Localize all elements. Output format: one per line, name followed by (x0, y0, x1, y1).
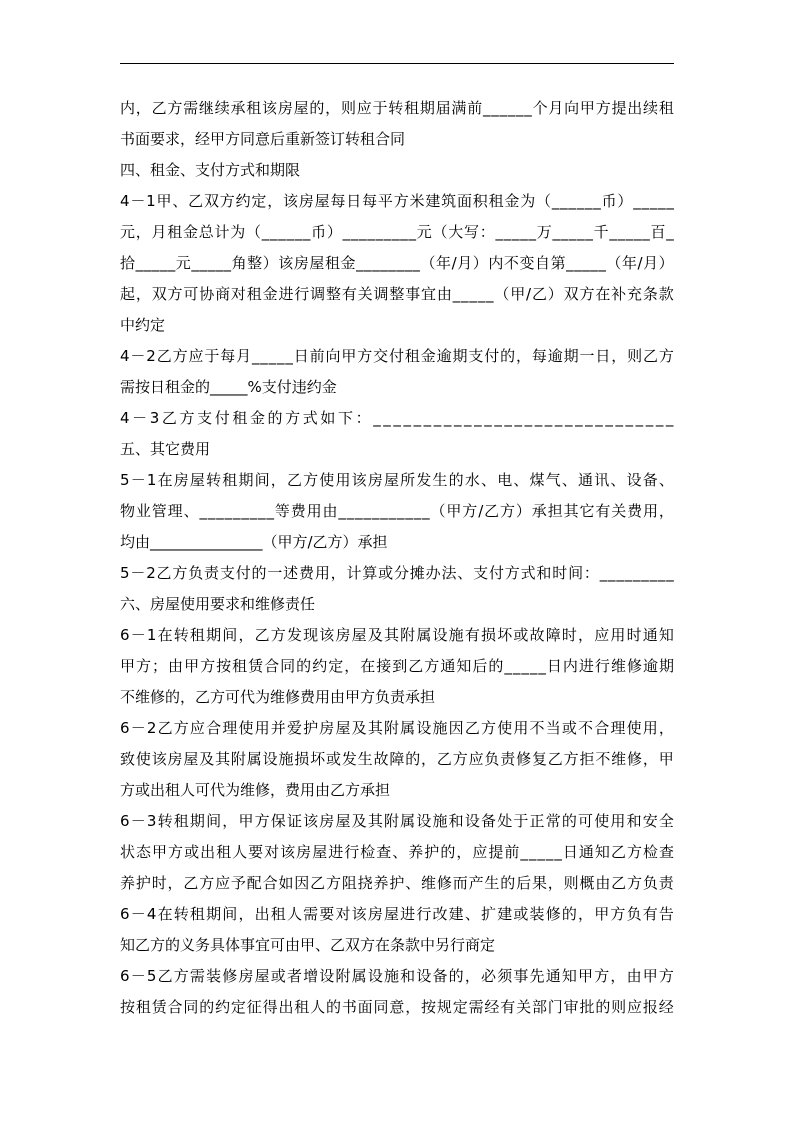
text-line: 5 － 2 乙 方 负 责 支 付 的 一 述 费 用 ， 计 算 或 分 摊 办 法 、 支 付 方 式 和 时 间 ： _ _ _ _ _ _ _ _ _ (120, 564, 674, 582)
text-line: 中约定 (120, 316, 166, 334)
text-line: 起 ， 双 方 可 协 商 对 租 金 进 行 调 整 有 关 调 整 事 宜 由 _ _ _ _ _ （ 甲 / 乙 ） 双 方 在 补 充 条 款 (120, 285, 674, 303)
text-line: 物 业 管 理 、 _ _ _ _ _ _ _ _ _ 等 费 用 由 _ _ _ _ _ _ _ _ _ _ _ （ 甲 方 / 乙 方 ） 承 担 其 它 有 关 费 用 ， (120, 502, 674, 520)
document-body (120, 93, 674, 1023)
text-line: 6 － 2 乙 方 应 合 理 使 用 并 爱 护 房 屋 及 其 附 属 设 施 因 乙 方 使 用 不 当 或 不 合 理 使 用 ， (120, 719, 674, 737)
text-line: 六、房屋使用要求和维修责任 (120, 595, 316, 613)
text-line: 6 － 3 转 租 期 间 ， 甲 方 保 证 该 房 屋 及 其 附 属 设 施 和 设 备 处 于 正 常 的 可 使 用 和 安 全 (120, 812, 674, 830)
text-line: 内 ， 乙 方 需 继 续 承 租 该 房 屋 的 ， 则 应 于 转 租 期 届 满 前 _ _ _ _ _ _ 个 月 向 甲 方 提 出 续 租 (120, 99, 674, 117)
text-line: 需按日租金的_____%支付违约金 (120, 378, 337, 396)
text-line: 四、租金、支付方式和期限 (120, 161, 301, 179)
text-line: 书面要求，经甲方同意后重新签订转租合同 (120, 130, 406, 148)
text-line: 甲 方 ； 由 甲 方 按 租 赁 合 同 的 约 定 ， 在 接 到 乙 方 通 知 后 的 _ _ _ _ _ 日 内 进 行 维 修 逾 期 (120, 657, 674, 675)
text-line: 状 态 甲 方 或 出 租 人 要 对 该 房 屋 进 行 检 查 、 养 护 的 ， 应 提 前 _ _ _ _ _ 日 通 知 乙 方 检 查 (120, 843, 674, 861)
text-line: 养 护 时 ， 乙 方 应 予 配 合 如 因 乙 方 阻 挠 养 护 、 维 修 而 产 生 的 后 果 ， 则 概 由 乙 方 负 责 (120, 874, 674, 892)
text-line: 5 － 1 在 房 屋 转 租 期 间 ， 乙 方 使 用 该 房 屋 所 发 生 的 水 、 电 、 煤 气 、 通 讯 、 设 备 、 (120, 471, 674, 489)
text-line: 均由_______________（甲方/乙方）承担 (120, 533, 388, 551)
text-line: 4 － 3 乙 方 支 付 租 金 的 方 式 如 下 ： _ _ _ _ _ _ _ _ _ _ _ _ _ _ _ _ _ _ _ _ _ _ _ _ _ _ _ _ _ _ (120, 409, 674, 427)
text-line: 按 租 赁 合 同 的 约 定 征 得 出 租 人 的 书 面 同 意 ， 按 规 定 需 经 有 关 部 门 审 批 的 则 应 报 经 (120, 998, 674, 1016)
text-line: 方或出租人可代为维修，费用由乙方承担 (120, 781, 391, 799)
text-line: 4 － 1 甲 、 乙 双 方 约 定 ， 该 房 屋 每 日 每 平 方 米 建 筑 面 积 租 金 为 （ _ _ _ _ _ _ 币 ） _ _ _ _ _ (120, 192, 674, 210)
text-line: 6 － 1 在 转 租 期 间 ， 乙 方 发 现 该 房 屋 及 其 附 属 设 施 有 损 坏 或 故 障 时 ， 应 用 时 通 知 (120, 626, 674, 644)
text-line: 致 使 该 房 屋 及 其 附 属 设 施 损 坏 或 发 生 故 障 的 ， 乙 方 应 负 责 修 复 乙 方 拒 不 维 修 ， 甲 (120, 750, 674, 768)
text-line: 4 － 2 乙 方 应 于 每 月 _ _ _ _ _ 日 前 向 甲 方 交 付 租 金 逾 期 支 付 的 ， 每 逾 期 一 日 ， 则 乙 方 (120, 347, 674, 365)
header-rule (120, 63, 674, 64)
text-line: 拾 _ _ _ _ _ 元 _ _ _ _ _ 角 整 ） 该 房 屋 租 金 _ _ _ _ _ _ _ _ （ 年 / 月 ） 内 不 变 自 第 _ _ _ _ _ （ 年 / 月 ） (120, 254, 674, 272)
text-line: 元 ， 月 租 金 总 计 为 （ _ _ _ _ _ _ 币 ） _ _ _ _ _ _ _ _ _ 元 （ 大 写 ： _ _ _ _ _ 万 _ _ _ _ _ 千 _ _ _ _ _ 百 _ (120, 223, 674, 241)
text-line: 不维修的，乙方可代为维修费用由甲方负责承担 (120, 688, 436, 706)
text-line: 6 － 4 在 转 租 期 间 ， 出 租 人 需 要 对 该 房 屋 进 行 改 建 、 扩 建 或 装 修 的 ， 甲 方 负 有 告 (120, 905, 674, 923)
text-line: 知乙方的义务具体事宜可由甲、乙双方在条款中另行商定 (120, 936, 496, 954)
text-line: 6 － 5 乙 方 需 装 修 房 屋 或 者 增 设 附 属 设 施 和 设 备 的 ， 必 须 事 先 通 知 甲 方 ， 由 甲 方 (120, 967, 674, 985)
text-line: 五、其它费用 (120, 440, 211, 458)
